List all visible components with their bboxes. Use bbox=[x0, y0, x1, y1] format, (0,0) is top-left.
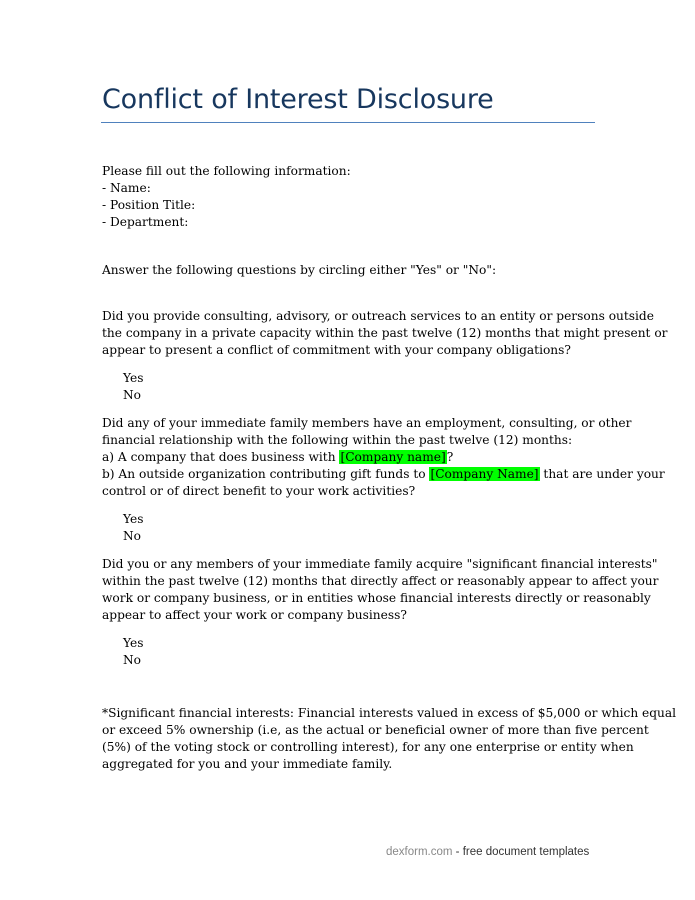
intro-heading: Please fill out the following information: bbox=[102, 164, 351, 178]
footnote-line: or exceed 5% ownership (i.e, as the actual or beneficial owner of more than five percent bbox=[102, 723, 649, 737]
question-2 bbox=[102, 415, 665, 500]
question-1-line: Did you provide consulting, advisory, or outreach services to an entity or persons outside bbox=[102, 309, 654, 323]
question-3-line: Did you or any members of your immediate family acquire "significant financial interests" bbox=[102, 557, 658, 571]
question-1 bbox=[102, 308, 668, 359]
field-position-title: - Position Title: bbox=[102, 198, 196, 212]
title-underline bbox=[101, 122, 595, 123]
no-option[interactable]: No bbox=[123, 388, 142, 402]
question-2-line: control or of direct benefit to your work activities? bbox=[102, 484, 416, 498]
yes-option[interactable]: Yes bbox=[123, 636, 144, 650]
item-a-suffix: ? bbox=[446, 450, 454, 464]
footnote-line: aggregated for you and your immediate family. bbox=[102, 757, 393, 771]
footer-brand-link[interactable]: dexform.com bbox=[386, 846, 453, 858]
question-1-line: appear to present a conflict of commitment with your company obligations? bbox=[102, 343, 571, 357]
field-department: - Department: bbox=[102, 215, 189, 229]
page-footer bbox=[386, 846, 589, 858]
instruction-text: Answer the following questions by circling either "Yes" or "No": bbox=[102, 263, 497, 277]
field-name: - Name: bbox=[102, 181, 151, 195]
company-name-placeholder: [Company name] bbox=[340, 450, 446, 464]
question-1-options bbox=[123, 370, 143, 404]
no-option[interactable]: No bbox=[123, 653, 142, 667]
yes-option[interactable]: Yes bbox=[123, 512, 144, 526]
question-2-line: financial relationship with the following within the past twelve (12) months: bbox=[102, 433, 573, 447]
footnote bbox=[102, 705, 677, 773]
question-3-line: work or company business, or in entities whose financial interests directly or reasonably bbox=[102, 591, 651, 605]
footer-tagline: - free document templates bbox=[452, 846, 590, 858]
company-name-placeholder: [Company Name] bbox=[430, 467, 539, 481]
question-2-item-a bbox=[102, 449, 602, 466]
question-1-line: the company in a private capacity within the past twelve (12) months that might present or bbox=[102, 326, 668, 340]
question-3-line: within the past twelve (12) months that directly affect or reasonably appear to affect your bbox=[102, 574, 659, 588]
question-2-line: Did any of your immediate family members have an employment, consulting, or other bbox=[102, 416, 632, 430]
item-a-text: a) A company that does business with bbox=[102, 450, 340, 464]
question-3 bbox=[102, 556, 659, 624]
item-b-text: b) An outside organization contributing gift funds to bbox=[102, 467, 430, 481]
footnote-line: (5%) of the voting stock or controlling interest), for any one enterprise or entity when bbox=[102, 740, 634, 754]
footnote-line: *Significant financial interests: Financial interests valued in excess of $5,000 or which equal bbox=[102, 706, 677, 720]
instruction-section bbox=[102, 262, 602, 279]
question-3-line: appear to affect your work or company business? bbox=[102, 608, 407, 622]
question-2-options bbox=[123, 511, 143, 545]
document-title: Conflict of Interest Disclosure bbox=[102, 84, 494, 115]
item-b-suffix: that are under your bbox=[539, 467, 665, 481]
question-2-item-b bbox=[102, 466, 665, 483]
yes-option[interactable]: Yes bbox=[123, 371, 144, 385]
no-option[interactable]: No bbox=[123, 529, 142, 543]
intro-section bbox=[102, 163, 602, 231]
question-3-options bbox=[123, 635, 143, 669]
